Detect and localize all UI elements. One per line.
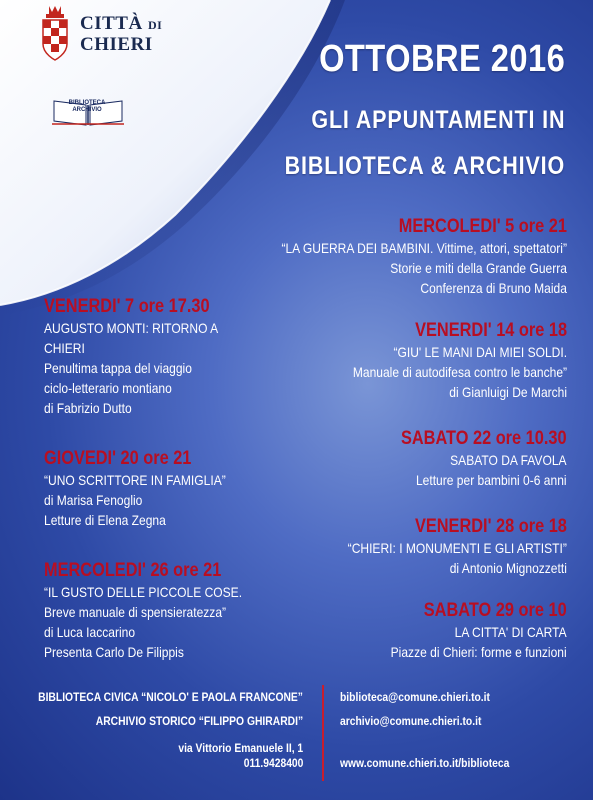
event-left-2 [44, 448, 255, 530]
event-date: VENERDI' 7 ore 17.30 [44, 296, 210, 317]
event-line: CHIERI [44, 340, 85, 356]
event-line: di Gianluigi De Marchi [449, 384, 567, 400]
city-crest-icon [40, 4, 70, 62]
event-line: Breve manuale di spensieratezza” [44, 604, 227, 620]
event-line: di Antonio Mignozzetti [449, 560, 567, 576]
event-line: Conferenza di Bruno Maida [420, 280, 567, 296]
event-line: ciclo-letterario montiano [44, 380, 172, 396]
event-date: SABATO 29 ore 10 [424, 600, 567, 621]
event-line: “CHIERI: I MONUMENTI E GLI ARTISTI” [347, 540, 567, 556]
event-left-1 [44, 296, 247, 418]
event-date: SABATO 22 ore 10.30 [401, 428, 567, 449]
event-line: Presenta Carlo De Filippis [44, 644, 184, 660]
event-line: “UNO SCRITTORE IN FAMIGLIA” [44, 472, 226, 488]
event-line: “LA GUERRA DEI BAMBINI. Vittime, attori, spettatori” [281, 240, 567, 256]
poster-title: OTTOBRE 2016 [318, 38, 565, 80]
event-left-3 [44, 560, 274, 662]
event-line: LA CITTA' DI CARTA [454, 624, 567, 640]
footer-email-archive[interactable]: archivio@comune.chieri.to.it [340, 714, 482, 728]
event-date: GIOVEDI' 20 ore 21 [44, 448, 192, 469]
footer-divider [322, 685, 324, 781]
city-name: CHIERI [80, 34, 153, 55]
event-line: di Luca Iaccarino [44, 624, 136, 640]
poster-subtitle-2: BIBLIOTECA & ARCHIVIO [284, 152, 565, 180]
event-line: Storie e miti della Grande Guerra [390, 260, 567, 276]
footer-archive-name: ARCHIVIO STORICO “FILIPPO GHIRARDI” [95, 714, 303, 728]
event-right-3 [374, 428, 567, 490]
event-line: Letture per bambini 0-6 anni [416, 472, 567, 488]
event-line: SABATO DA FAVOLA [450, 452, 567, 468]
event-line: di Marisa Fenoglio [44, 492, 143, 508]
event-right-2 [318, 320, 567, 402]
footer-phone: 011.9428400 [243, 756, 303, 770]
event-date: MERCOLEDI' 5 ore 21 [398, 216, 567, 237]
footer-address: via Vittorio Emanuele II, 1 [178, 741, 303, 755]
event-line: Piazze di Chieri: forme e funzioni [390, 644, 567, 660]
poster-subtitle-1: GLI APPUNTAMENTI IN [310, 106, 565, 134]
event-right-4 [312, 516, 567, 578]
footer-email-library[interactable]: biblioteca@comune.chieri.to.it [340, 690, 490, 704]
event-right-1 [235, 216, 567, 298]
event-line: di Fabrizio Dutto [44, 400, 132, 416]
city-logo-text [80, 14, 162, 54]
event-line: AUGUSTO MONTI: RITORNO A [44, 320, 219, 336]
event-date: VENERDI' 14 ore 18 [415, 320, 567, 341]
city-prefix: CITTÀ [80, 13, 143, 34]
event-date: MERCOLEDI' 26 ore 21 [44, 560, 222, 581]
city-di: DI [147, 18, 163, 32]
footer-library-name: BIBLIOTECA CIVICA “NICOLO' E PAOLA FRANCONE” [38, 690, 303, 704]
event-line: Manuale di autodifesa contro le banche” [352, 364, 567, 380]
footer-website-link[interactable]: www.comune.chieri.to.it/biblioteca [340, 756, 510, 770]
event-date: VENERDI' 28 ore 18 [415, 516, 567, 537]
event-line: Letture di Elena Zegna [44, 512, 166, 528]
library-logo-text: BIBLIOTECA ARCHIVIO [68, 100, 106, 113]
event-right-5 [362, 600, 567, 662]
event-line: Penultima tappa del viaggio [44, 360, 192, 376]
event-line: “IL GUSTO DELLE PICCOLE COSE. [44, 584, 243, 600]
event-line: “GIU' LE MANI DAI MIEI SOLDI. [393, 344, 567, 360]
